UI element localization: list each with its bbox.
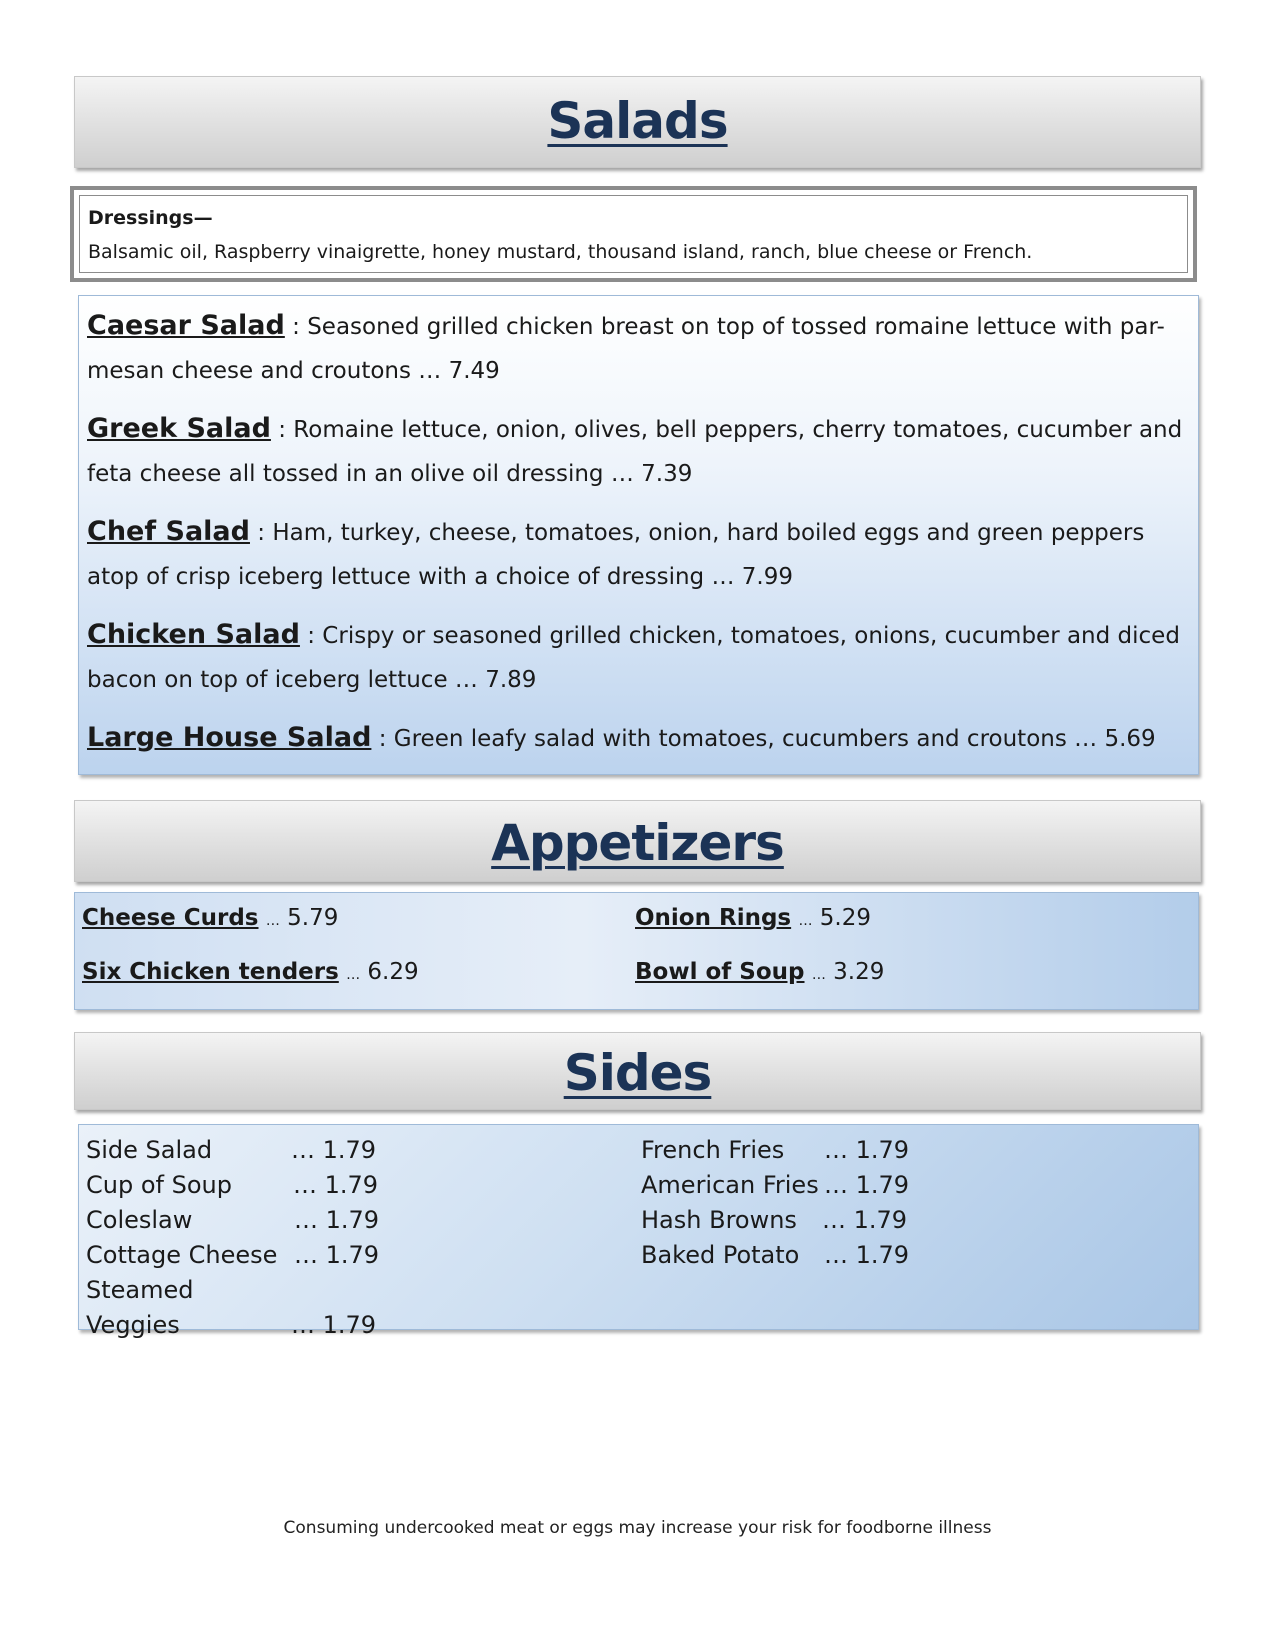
item-name: Chicken Salad (87, 619, 300, 650)
item-name: Chef Salad (87, 516, 250, 547)
item-price: 3.29 (833, 959, 885, 985)
item-price: 5.29 (819, 905, 871, 931)
item-description: : Seasoned grilled chicken breast on top of tossed romaine lettuce with par-mesan cheese and croutons … 7.49 (87, 314, 1165, 384)
menu-item-bowl-of-soup (635, 959, 884, 985)
item-name: American Fries (641, 1171, 819, 1199)
item-name: Baked Potato (641, 1241, 800, 1269)
item-price: … 1.79 (822, 1206, 908, 1234)
dressings-text: Balsamic oil, Raspberry vinaigrette, honey mustard, thousand island, ranch, blue cheese or French. (88, 241, 1033, 263)
item-dots: … (265, 913, 280, 929)
appetizers-title: Appetizers (491, 814, 784, 872)
foodborne-illness-disclaimer: Consuming undercooked meat or eggs may increase your risk for foodborne illness (283, 1518, 992, 1538)
salads-title: Salads (547, 92, 728, 150)
item-name: Steamed Veggies (86, 1276, 194, 1339)
item-price: … 1.79 (293, 1171, 379, 1199)
item-name: Side Salad (86, 1136, 213, 1164)
sides-panel (78, 1124, 1199, 1339)
item-price: … 1.79 (294, 1241, 380, 1269)
item-price: … 1.79 (294, 1206, 380, 1234)
item-name: French Fries (641, 1136, 785, 1164)
side-item-steamed-veggies (86, 1273, 376, 1343)
item-price: … 1.79 (824, 1241, 910, 1269)
sides-banner (74, 1032, 1201, 1110)
item-name: Onion Rings (635, 905, 792, 931)
item-price: … 1.79 (824, 1171, 910, 1199)
item-price: … 1.79 (291, 1136, 377, 1164)
item-name: Caesar Salad (87, 310, 285, 341)
item-name: Bowl of Soup (635, 959, 805, 985)
side-item-cottage-cheese (86, 1238, 379, 1273)
item-name: Cup of Soup (86, 1171, 232, 1199)
menu-item-chicken-salad (87, 613, 1190, 702)
menu-item-caesar-salad (87, 304, 1190, 393)
item-name: Coleslaw (86, 1206, 193, 1234)
item-description: : Green leafy salad with tomatoes, cucumbers and croutons … 5.69 (371, 726, 1156, 752)
dressings-box (70, 186, 1197, 282)
side-item-side-salad (86, 1133, 376, 1168)
item-name: Hash Browns (641, 1206, 797, 1234)
item-name: Cottage Cheese (86, 1241, 278, 1269)
dressings-label: Dressings— (88, 207, 213, 229)
side-item-coleslaw (86, 1203, 379, 1238)
side-item-cup-of-soup (86, 1168, 378, 1203)
item-dots: … (798, 913, 813, 929)
item-price: … 1.79 (824, 1136, 910, 1164)
salads-banner (74, 76, 1201, 168)
item-price: … 1.79 (291, 1311, 377, 1339)
item-name: Greek Salad (87, 413, 271, 444)
item-name: Six Chicken tenders (82, 959, 339, 985)
menu-item-chef-salad (87, 510, 1190, 599)
side-item-hash-browns (641, 1203, 907, 1238)
side-item-french-fries (641, 1133, 909, 1168)
item-name: Large House Salad (87, 722, 372, 753)
item-price: 5.79 (287, 905, 339, 931)
appetizers-panel (74, 892, 1199, 1010)
item-name: Cheese Curds (82, 905, 259, 931)
item-dots: … (346, 967, 361, 983)
item-description: : Crispy or seasoned grilled chicken, tomatoes, onions, cucumber and diced bacon on top of iceberg lettuce … 7.89 (87, 623, 1180, 693)
item-description: : Romaine lettuce, onion, olives, bell peppers, cherry tomatoes, cucumber and feta cheese all tossed in an olive oil dressing … 7.39 (87, 417, 1183, 487)
item-price: 6.29 (367, 959, 419, 985)
appetizers-banner (74, 800, 1201, 882)
menu-item-cheese-curds (82, 905, 338, 931)
menu-item-six-chicken-tenders (82, 959, 419, 985)
menu-item-onion-rings (635, 905, 871, 931)
item-dots: … (811, 967, 826, 983)
menu-item-large-house-salad (87, 716, 1190, 761)
salads-panel (78, 295, 1199, 775)
item-description: : Ham, turkey, cheese, tomatoes, onion, hard boiled eggs and green peppers atop of crisp iceberg lettuce with a choice of dressing … 7.99 (87, 520, 1145, 590)
sides-title: Sides (563, 1044, 712, 1102)
side-item-american-fries (641, 1168, 909, 1203)
menu-item-greek-salad (87, 407, 1190, 496)
side-item-baked-potato (641, 1238, 909, 1273)
